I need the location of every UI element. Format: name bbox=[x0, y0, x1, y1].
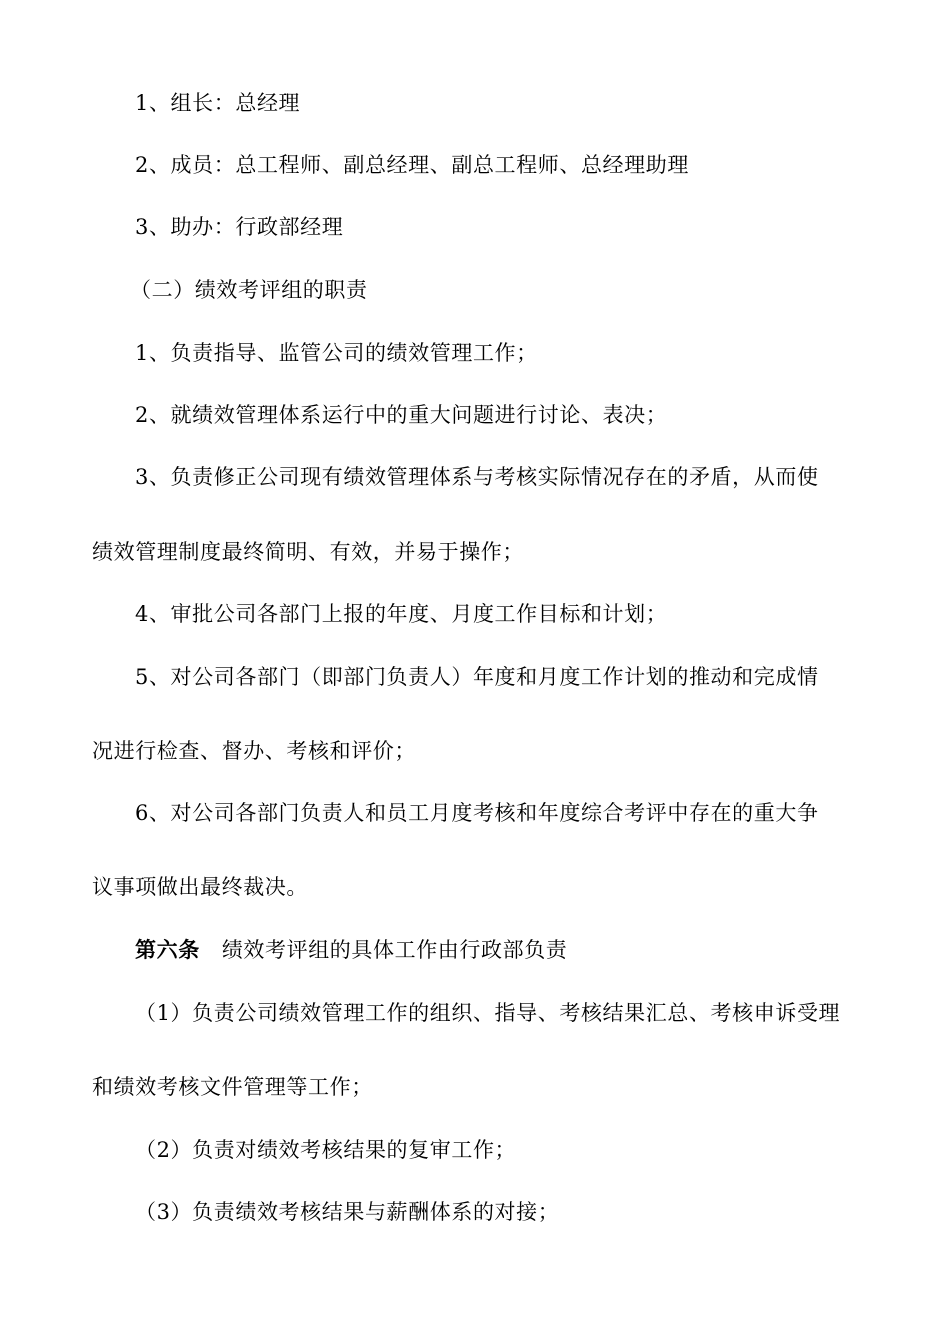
paragraph-line: （1）负责公司绩效管理工作的组织、指导、考核结果汇总、考核申诉受理 bbox=[135, 1001, 841, 1025]
paragraph-line: 4、审批公司各部门上报的年度、月度工作目标和计划； bbox=[135, 602, 668, 626]
article-number: 第六条 bbox=[135, 937, 200, 962]
paragraph-line: 2、就绩效管理体系运行中的重大问题进行讨论、表决； bbox=[135, 403, 668, 427]
paragraph-line: （2）负责对绩效考核结果的复审工作； bbox=[135, 1138, 517, 1162]
paragraph-line: 3、助办：行政部经理 bbox=[135, 215, 344, 239]
paragraph-line: 绩效管理制度最终简明、有效，并易于操作； bbox=[92, 540, 524, 564]
paragraph-line: 1、负责指导、监管公司的绩效管理工作； bbox=[135, 341, 538, 365]
article-line bbox=[135, 937, 567, 963]
paragraph-line: 和绩效考核文件管理等工作； bbox=[92, 1075, 373, 1099]
paragraph-line: 议事项做出最终裁决。 bbox=[92, 875, 308, 899]
paragraph-line: 6、对公司各部门负责人和员工月度考核和年度综合考评中存在的重大争 bbox=[135, 801, 819, 825]
paragraph-line: 1、组长：总经理 bbox=[135, 91, 301, 115]
section-heading: （二）绩效考评组的职责 bbox=[130, 278, 368, 302]
paragraph-line: 况进行检查、督办、考核和评价； bbox=[92, 739, 416, 763]
paragraph-line: 3、负责修正公司现有绩效管理体系与考核实际情况存在的矛盾，从而使 bbox=[135, 465, 819, 489]
paragraph-line: （3）负责绩效考核结果与薪酬体系的对接； bbox=[135, 1200, 560, 1224]
paragraph-line: 2、成员：总工程师、副总经理、副总工程师、总经理助理 bbox=[135, 153, 689, 177]
article-title: 绩效考评组的具体工作由行政部负责 bbox=[221, 938, 568, 962]
paragraph-line: 5、对公司各部门（即部门负责人）年度和月度工作计划的推动和完成情 bbox=[135, 665, 819, 689]
